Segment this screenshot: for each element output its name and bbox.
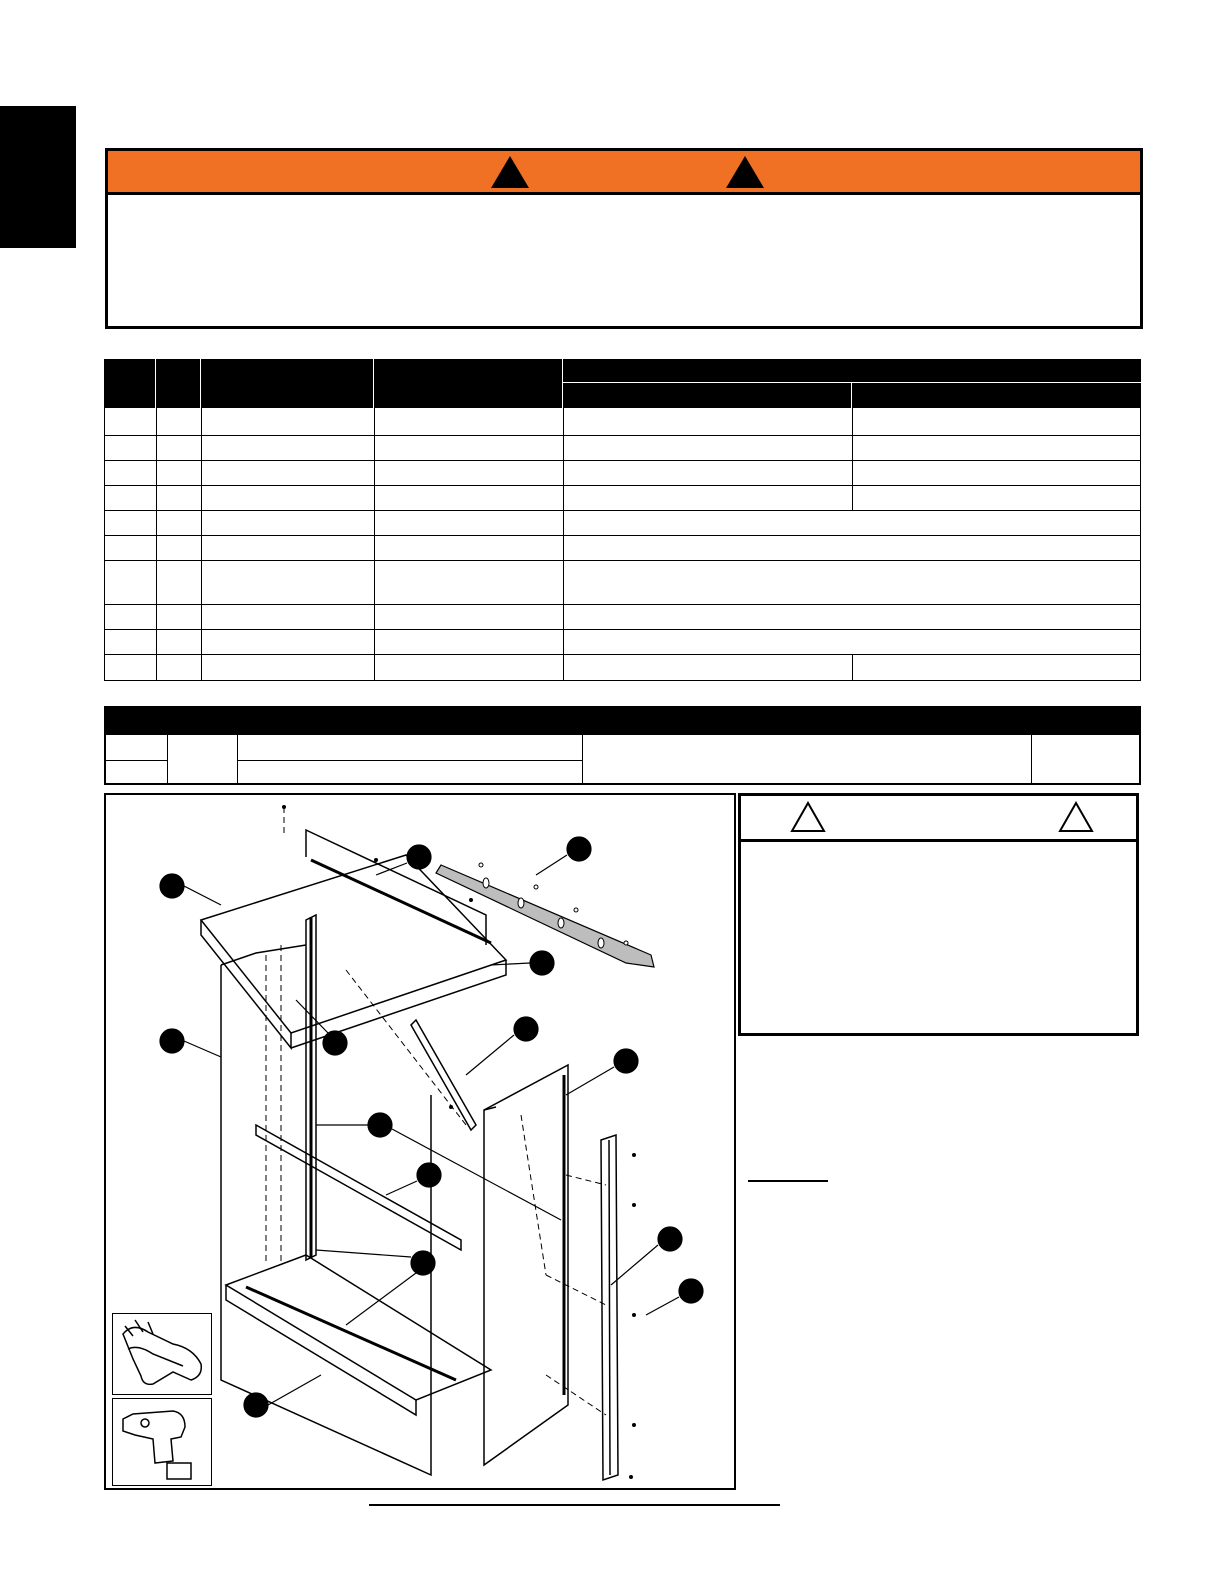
gloves-icon — [112, 1313, 212, 1395]
caution-box — [738, 793, 1139, 1036]
drill-icon — [112, 1398, 212, 1486]
table-row — [104, 511, 1141, 536]
section-tab — [0, 106, 76, 248]
warning-body — [108, 198, 1140, 326]
table-row — [104, 655, 1141, 681]
warning-triangle-icon — [491, 156, 529, 188]
parts-table — [104, 359, 1141, 681]
caution-triangle-icon — [1058, 801, 1094, 833]
table-row — [104, 605, 1141, 630]
table-row — [104, 561, 1141, 605]
warning-box — [105, 148, 1143, 329]
table-row — [104, 486, 1141, 511]
caution-header — [741, 796, 1136, 842]
table-row — [104, 630, 1141, 655]
assembly-diagram — [104, 793, 736, 1490]
table-row — [104, 461, 1141, 486]
table-header — [104, 359, 1141, 408]
caution-triangle-icon — [790, 801, 826, 833]
note-heading-underline — [748, 1180, 828, 1182]
warning-triangle-icon — [726, 156, 764, 188]
caution-body — [741, 842, 1136, 1033]
footer-rule — [369, 1504, 780, 1506]
table-row — [104, 408, 1141, 436]
table-row — [104, 536, 1141, 561]
step-info-box — [104, 706, 1141, 785]
warning-header — [108, 151, 1140, 195]
step-header-bar — [106, 708, 1139, 735]
table-row — [104, 436, 1141, 461]
